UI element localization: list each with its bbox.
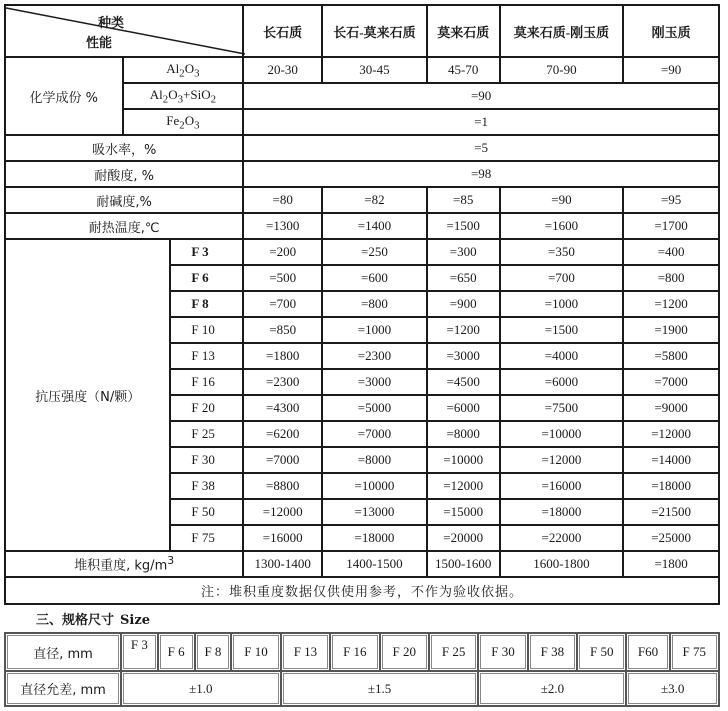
value-cell: =700	[243, 291, 322, 317]
value-cell: =650	[427, 265, 500, 291]
grade-cell: F 30	[170, 447, 243, 473]
grade-cell: F 30	[478, 633, 527, 671]
value-cell: =10000	[427, 447, 500, 473]
column-header-feldspar: 长石质	[243, 5, 322, 57]
value-cell: =7500	[500, 395, 624, 421]
value-cell: 1300-1400	[243, 551, 322, 577]
grade-cell: F 6	[170, 265, 243, 291]
grade-cell: F 75	[170, 525, 243, 551]
header-row	[5, 5, 719, 57]
value-cell: 1500-1600	[427, 551, 500, 577]
grade-cell: F 16	[330, 633, 379, 671]
value-cell: =2300	[243, 369, 322, 395]
value-cell: =200	[243, 239, 322, 265]
size-section-title	[36, 609, 150, 628]
value-cell: =8000	[322, 447, 427, 473]
value-cell: 70-90	[500, 57, 624, 83]
table-row	[5, 551, 719, 577]
grade-cell: F 20	[380, 633, 429, 671]
value-cell: =12000	[243, 499, 322, 525]
heat-resistance-label: 耐热温度,℃	[5, 213, 243, 239]
grade-cell: F 20	[170, 395, 243, 421]
grade-cell: F 8	[170, 291, 243, 317]
value-cell: =25000	[623, 525, 719, 551]
value-cell: =1500	[500, 317, 624, 343]
tolerance-cell: ±1.5	[281, 671, 479, 706]
value-cell: =4300	[243, 395, 322, 421]
value-cell: =1800	[243, 343, 322, 369]
table-row	[5, 239, 719, 265]
value-cell: =12000	[427, 473, 500, 499]
chem-name-al2o3-sio2: $Al_2O_3+SiO_2$	[123, 83, 244, 109]
superscript: 3	[167, 554, 175, 568]
value-cell: =9000	[623, 395, 719, 421]
table-row	[5, 187, 719, 213]
tolerance-label: 直径允差, mm	[5, 671, 121, 706]
column-header-mullite-corundum: 莫来石质-刚玉质	[500, 5, 624, 57]
merged-value-cell: =90	[243, 83, 719, 109]
diagonal-divider-icon	[6, 6, 245, 56]
value-cell: =3000	[427, 343, 500, 369]
subscript: 3	[177, 93, 184, 106]
value-cell: 1400-1500	[322, 551, 427, 577]
grade-cell: F 25	[429, 633, 478, 671]
value-cell: =80	[243, 187, 322, 213]
column-header-mullite: 莫来石质	[427, 5, 500, 57]
tolerance-cell: ±1.0	[121, 671, 281, 706]
value-cell: =1800	[623, 551, 719, 577]
tolerance-row	[5, 671, 719, 706]
chem-name-fe2o3: $Fe_2O_3$	[123, 109, 244, 135]
subscript: 2	[210, 93, 217, 106]
grade-cell: F 75	[670, 633, 719, 671]
value-cell: =4500	[427, 369, 500, 395]
value-cell: =5800	[623, 343, 719, 369]
subscript: 2	[162, 93, 169, 106]
value-cell: =1300	[243, 213, 322, 239]
value-cell: =500	[243, 265, 322, 291]
grade-cell: F 3	[170, 239, 243, 265]
grade-cell: F 38	[528, 633, 577, 671]
corner-property-label: 性能	[86, 36, 113, 51]
value-cell: =10000	[500, 421, 624, 447]
diameter-label: 直径, mm	[5, 633, 121, 671]
value-cell: =400	[623, 239, 719, 265]
water-absorption-label: 吸水率，%	[5, 135, 243, 161]
grade-cell: F 10	[231, 633, 280, 671]
value-cell: =800	[322, 291, 427, 317]
subscript: 2	[179, 119, 185, 132]
acid-resistance-label: 耐酸度, %	[5, 161, 243, 187]
note-row	[5, 577, 719, 604]
value-cell: =6000	[427, 395, 500, 421]
value-cell: =600	[322, 265, 427, 291]
value-cell: =12000	[623, 421, 719, 447]
size-spec-table	[4, 632, 720, 707]
value-cell: =20000	[427, 525, 500, 551]
value-cell: =1600	[500, 213, 624, 239]
value-cell: =800	[623, 265, 719, 291]
corner-header-cell	[5, 5, 243, 57]
value-cell: =6000	[500, 369, 624, 395]
grade-cell: F 50	[577, 633, 626, 671]
size-section-title-en: Size	[120, 613, 150, 628]
value-cell: 1600-1800	[500, 551, 624, 577]
grade-cell: F 3	[121, 633, 158, 671]
table-row	[5, 57, 719, 83]
value-cell: 30-45	[322, 57, 427, 83]
merged-value-cell: =98	[243, 161, 719, 187]
value-cell: =10000	[322, 473, 427, 499]
subscript: 3	[194, 119, 200, 132]
value-cell: =7000	[322, 421, 427, 447]
grade-cell: F 13	[170, 343, 243, 369]
value-cell: =21500	[623, 499, 719, 525]
value-cell: =1000	[322, 317, 427, 343]
grade-cell: F 38	[170, 473, 243, 499]
alkali-resistance-label: 耐碱度,%	[5, 187, 243, 213]
value-cell: =16000	[243, 525, 322, 551]
value-cell: =250	[322, 239, 427, 265]
tolerance-cell: ±2.0	[478, 671, 626, 706]
value-cell: =3000	[322, 369, 427, 395]
value-cell: 45-70	[427, 57, 500, 83]
value-cell: =6200	[243, 421, 322, 447]
value-cell: =82	[322, 187, 427, 213]
grade-cell: F 50	[170, 499, 243, 525]
value-cell: =90	[623, 57, 719, 83]
grade-cell: F 6	[158, 633, 195, 671]
value-cell: =5000	[322, 395, 427, 421]
value-cell: =1200	[427, 317, 500, 343]
chem-name-al2o3: $Al_2O_3$	[123, 57, 244, 83]
bulk-density-label-text: 堆积重度, kg/m	[74, 558, 168, 574]
value-cell: =14000	[623, 447, 719, 473]
note-text: 注：堆积重度数据仅供使用参考，不作为验收依据。	[5, 577, 719, 604]
value-cell: =900	[427, 291, 500, 317]
chemical-composition-label: 化学成份 %	[5, 57, 123, 135]
diameter-row	[5, 633, 719, 671]
table-row	[5, 213, 719, 239]
value-cell: =350	[500, 239, 624, 265]
value-cell: =1200	[623, 291, 719, 317]
value-cell: =15000	[427, 499, 500, 525]
value-cell: =1900	[623, 317, 719, 343]
value-cell: =1500	[427, 213, 500, 239]
grade-cell: F 16	[170, 369, 243, 395]
value-cell: =4000	[500, 343, 624, 369]
value-cell: =18000	[500, 499, 624, 525]
value-cell: =90	[500, 187, 624, 213]
ceramic-ball-properties-table	[4, 4, 720, 605]
value-cell: =700	[500, 265, 624, 291]
value-cell: =7000	[623, 369, 719, 395]
value-cell: =13000	[322, 499, 427, 525]
value-cell: =850	[243, 317, 322, 343]
value-cell: =300	[427, 239, 500, 265]
table-row	[5, 161, 719, 187]
grade-cell: F 8	[195, 633, 232, 671]
value-cell: =22000	[500, 525, 624, 551]
value-cell: =2300	[322, 343, 427, 369]
column-header-feldspar-mullite: 长石-莫来石质	[322, 5, 427, 57]
value-cell: =1400	[322, 213, 427, 239]
grade-cell: F 10	[170, 317, 243, 343]
subscript: 3	[194, 67, 200, 80]
compressive-strength-label: 抗压强度（N/颗）	[5, 239, 170, 551]
size-section-title-zh: 三、规格尺寸	[36, 613, 115, 628]
value-cell: =8800	[243, 473, 322, 499]
value-cell: =18000	[623, 473, 719, 499]
grade-cell: F 25	[170, 421, 243, 447]
value-cell: =7000	[243, 447, 322, 473]
column-header-corundum: 刚玉质	[623, 5, 719, 57]
value-cell: 20-30	[243, 57, 322, 83]
table-row	[5, 135, 719, 161]
value-cell: =12000	[500, 447, 624, 473]
value-cell: =1700	[623, 213, 719, 239]
bulk-density-label	[5, 551, 243, 577]
value-cell: =95	[623, 187, 719, 213]
grade-cell: F 13	[281, 633, 330, 671]
value-cell: =18000	[322, 525, 427, 551]
tolerance-cell: ±3.0	[626, 671, 719, 706]
corner-category-label: 种类	[98, 16, 125, 31]
grade-cell: F60	[626, 633, 669, 671]
merged-value-cell: =5	[243, 135, 719, 161]
subscript: 2	[179, 67, 185, 80]
value-cell: =8000	[427, 421, 500, 447]
value-cell: =1000	[500, 291, 624, 317]
merged-value-cell: =1	[243, 109, 719, 135]
value-cell: =85	[427, 187, 500, 213]
value-cell: =16000	[500, 473, 624, 499]
